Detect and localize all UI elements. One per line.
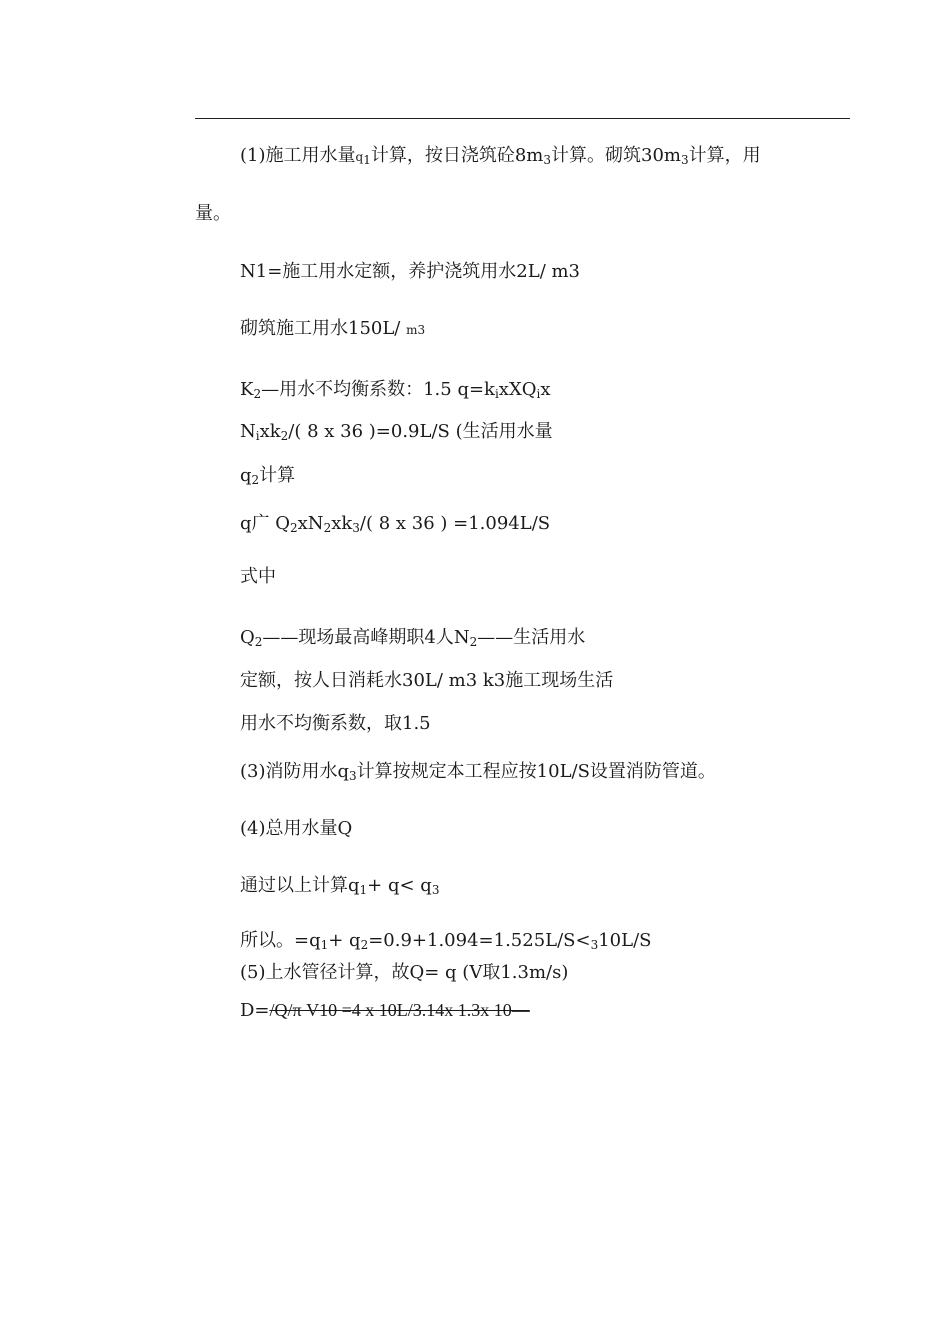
- subscript: 2: [323, 521, 332, 535]
- text: 通过以上计算q: [240, 875, 360, 896]
- text: + q< q: [367, 875, 432, 896]
- text: D=: [240, 1000, 270, 1021]
- q2-heading: [240, 465, 295, 491]
- struck-text: =4 x 10L/3.14x 1.3x 10—: [341, 1000, 530, 1020]
- masonry-water: [240, 318, 425, 341]
- where-label: 式中: [240, 566, 276, 587]
- subscript: i: [494, 387, 499, 401]
- text: 计算。砌筑30m: [551, 145, 681, 166]
- pipe-diameter-heading: (5)上水管径计算，故Q= q (V取1.3m/s): [240, 962, 569, 983]
- text: =0.9+1.094=1.525L/S<: [368, 930, 591, 951]
- subscript: 3: [590, 938, 599, 952]
- text: q广 Q: [240, 513, 291, 534]
- subscript: 3: [543, 153, 551, 167]
- subscript: 3: [349, 769, 357, 783]
- text: x: [540, 379, 551, 400]
- total-water-heading: (4)总用水量Q: [240, 818, 353, 839]
- n2-definition: 定额，按人日消耗水30L/ m3 k3施工现场生活: [240, 670, 614, 691]
- n1-definition: N1=施工用水定额，养护浇筑用水2L/ m3: [240, 261, 580, 282]
- text: xN: [297, 513, 324, 534]
- subscript: 2: [360, 938, 369, 952]
- text: ——生活用水: [477, 627, 586, 648]
- text: (1)施工用水量: [240, 145, 356, 166]
- text: /( 8 x 36 )=0.9L/S (生活用水量: [288, 421, 553, 442]
- text: xXQ: [498, 379, 537, 400]
- text: 计算，按日浇筑砼8m: [370, 145, 544, 166]
- text: 计算按规定本工程应按10L/S设置消防管道。: [356, 761, 716, 782]
- formula-q1-result: [240, 421, 553, 447]
- subscript: i: [536, 387, 541, 401]
- text: K: [240, 379, 254, 400]
- text: 10L/S: [598, 930, 652, 951]
- text: (3)消防用水q: [240, 761, 350, 782]
- subscript: 2: [469, 635, 478, 649]
- k2-definition: [240, 379, 551, 405]
- text: 计算，用: [688, 145, 761, 166]
- fire-water-q3: [240, 761, 716, 787]
- text: 所以。=q: [240, 930, 321, 951]
- text: N: [240, 421, 256, 442]
- subscript: 2: [254, 635, 263, 649]
- subscript: i: [255, 429, 260, 443]
- text: ——现场最高峰期职4人N: [262, 627, 470, 648]
- text: q: [240, 465, 252, 486]
- subscript: 3: [680, 153, 689, 167]
- sum-result: [240, 930, 652, 956]
- text: Q: [240, 627, 255, 648]
- text: xk: [259, 421, 281, 442]
- text: xk: [331, 513, 353, 534]
- para-1-line-1: [240, 145, 761, 171]
- subscript: 2: [290, 521, 298, 535]
- text: —用水不均衡系数：1.5 q=k: [261, 379, 495, 400]
- text: q: [355, 150, 364, 164]
- subscript: 3: [431, 883, 440, 897]
- q2-definition: [240, 627, 585, 653]
- subscript: 2: [251, 473, 260, 487]
- text: 砌筑施工用水150L/: [240, 318, 401, 339]
- formula-q2: [240, 513, 550, 539]
- text: 计算: [259, 465, 296, 486]
- subscript: 1: [320, 938, 329, 952]
- subscript: 2: [280, 429, 289, 443]
- struck-text: /Q/π V10: [269, 1000, 342, 1020]
- subscript: 1: [363, 153, 371, 167]
- subscript: 2: [253, 387, 262, 401]
- header-rule: [195, 118, 850, 119]
- subscript: 3: [352, 521, 360, 535]
- subscript: 1: [359, 883, 368, 897]
- para-1-line-2: 量。: [195, 203, 231, 224]
- unit: m3: [406, 323, 426, 337]
- k3-definition: 用水不均衡系数，取1.5: [240, 713, 431, 734]
- diameter-formula: [240, 999, 530, 1022]
- comparison-line: [240, 875, 439, 901]
- text: + q: [328, 930, 361, 951]
- text: /( 8 x 36 ) =1.094L/S: [359, 513, 551, 534]
